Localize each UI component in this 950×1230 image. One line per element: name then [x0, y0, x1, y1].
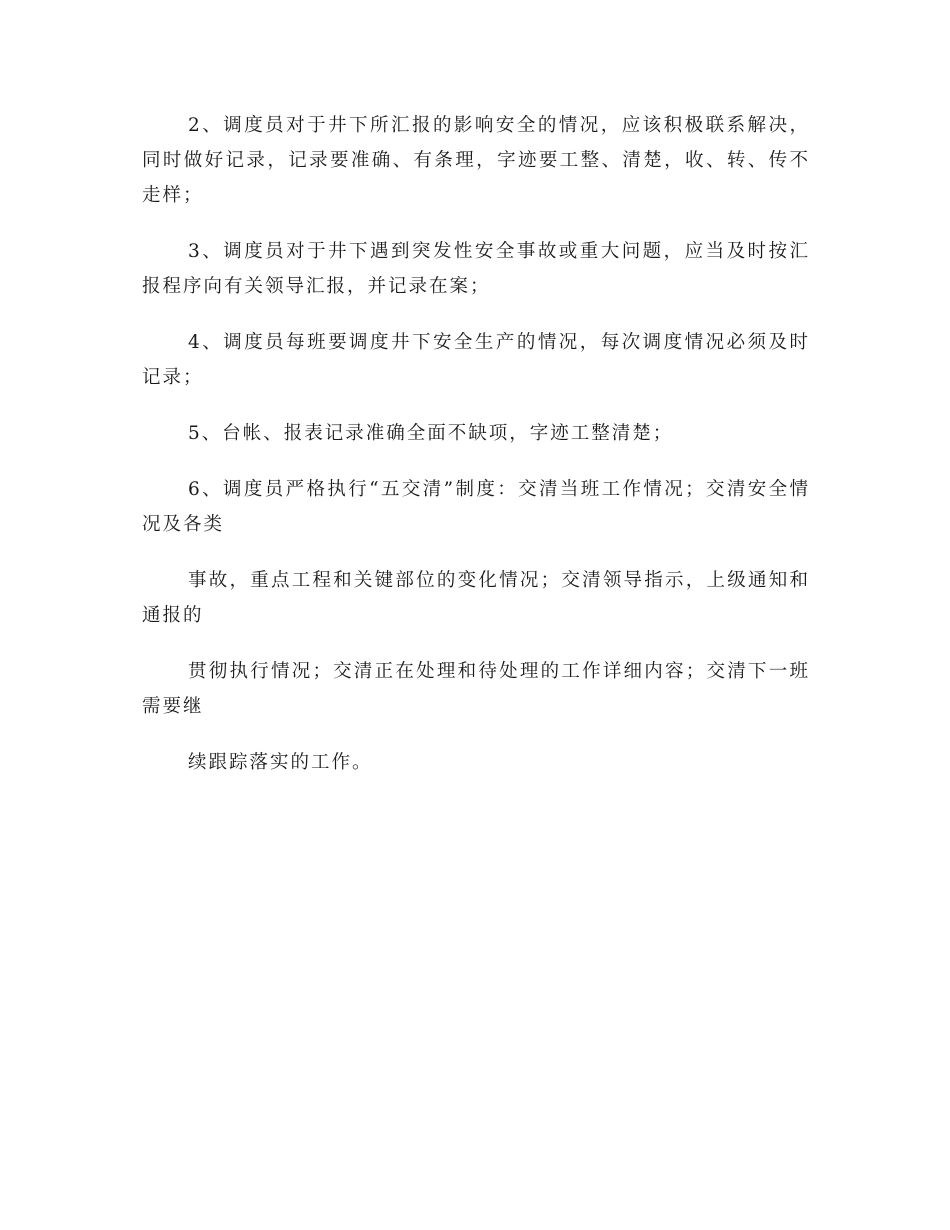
paragraph-continuation-3: 续跟踪落实的工作。 [188, 752, 373, 773]
paragraph-continuation-1: 事故，重点工程和关键部位的变化情况；交清领导指示，上级通知和通报的 [142, 570, 810, 626]
paragraph-item-4: 4、调度员每班要调度井下安全生产的情况，每次调度情况必须及时记录； [142, 332, 810, 388]
paragraph-item-5: 5、台帐、报表记录准确全面不缺项，字迹工整清楚； [188, 423, 674, 444]
paragraph-item-3: 3、调度员对于井下遇到突发性安全事故或重大问题，应当及时按汇报程序向有关领导汇报，并记录在案； [142, 241, 810, 297]
document-body [142, 108, 810, 801]
paragraph-continuation-2: 贯彻执行情况；交清正在处理和待处理的工作详细内容；交清下一班需要继 [142, 661, 810, 717]
paragraph-item-6: 6、调度员严格执行“五交清”制度：交清当班工作情况；交清安全情况及各类 [142, 479, 810, 535]
paragraph-item-2: 2、调度员对于井下所汇报的影响安全的情况，应该积极联系解决，同时做好记录，记录要准确、有条理，字迹要工整、清楚，收、转、传不走样； [142, 115, 810, 206]
